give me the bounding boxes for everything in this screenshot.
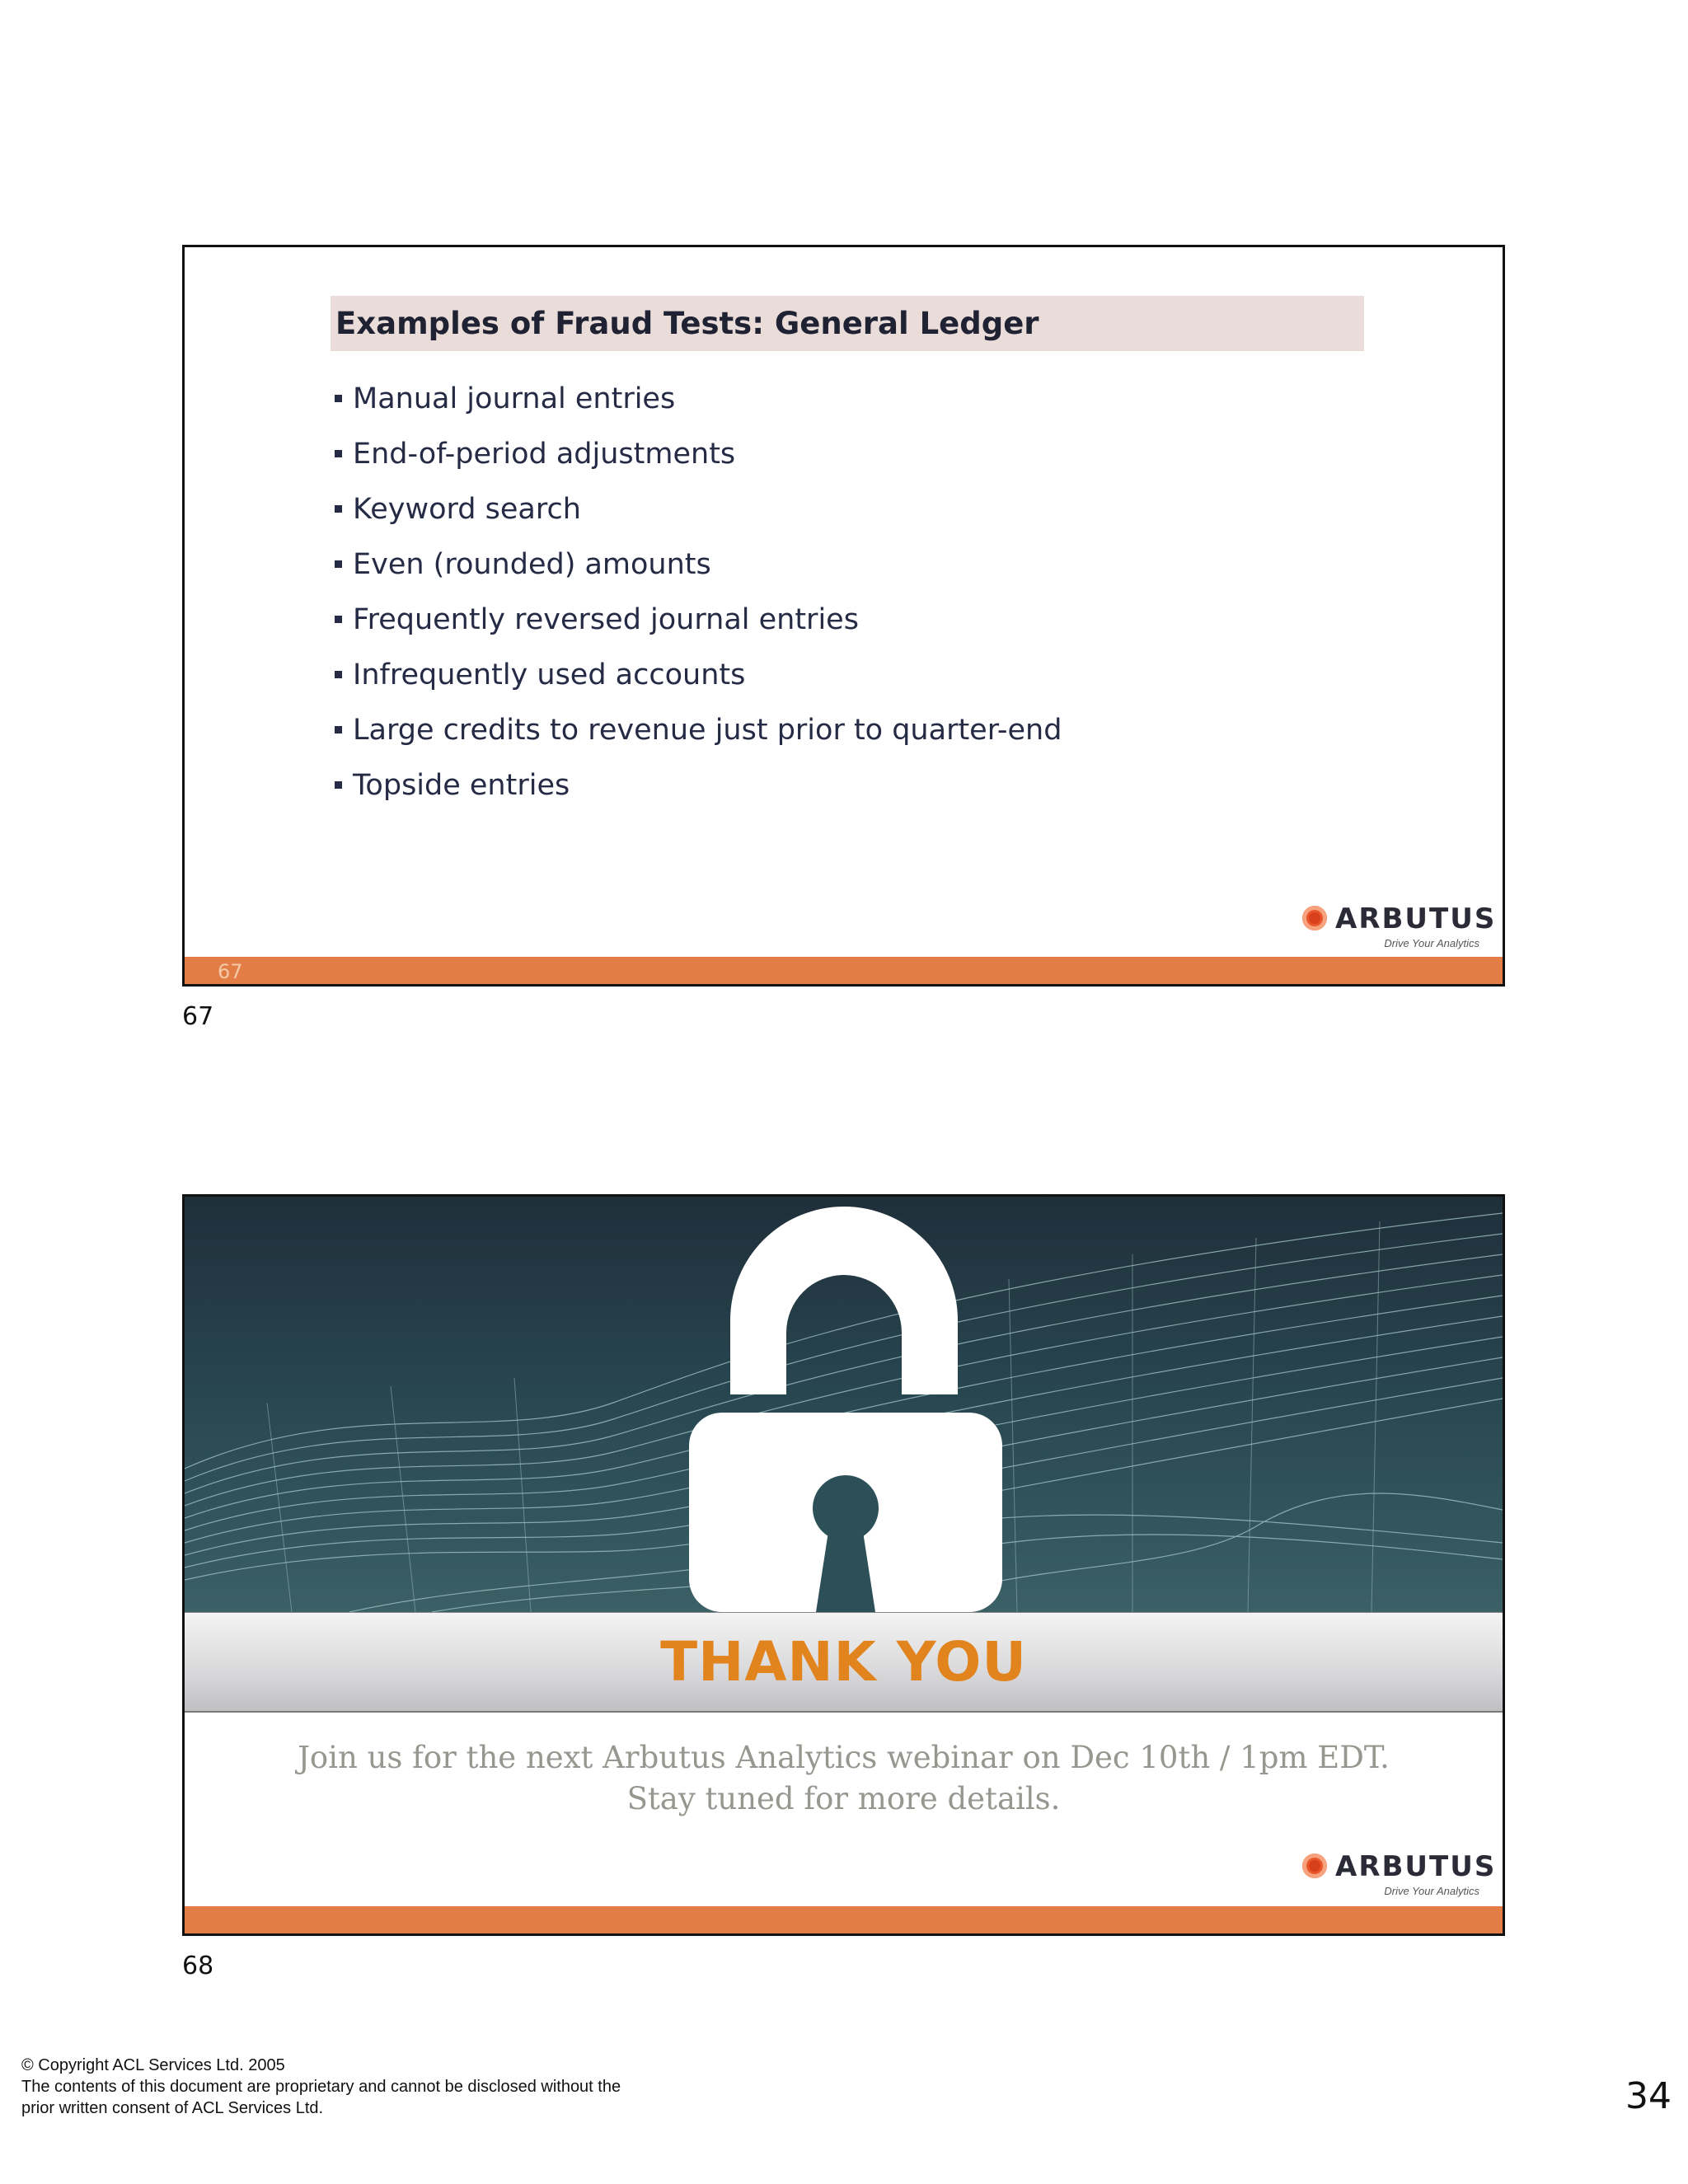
bullet-item [335, 757, 1062, 813]
webinar-line-2: Stay tuned for more details. [626, 1781, 1061, 1816]
bullet-icon [335, 671, 342, 678]
bullet-item [335, 647, 1062, 702]
bullet-text: Even (rounded) amounts [353, 547, 711, 581]
arbutus-logo [1302, 1850, 1497, 1903]
bullet-icon [335, 560, 342, 568]
bullet-icon [335, 616, 342, 623]
disclaimer-line-1: The contents of this document are proprietary and cannot be disclosed without the [21, 2078, 621, 2096]
slide-68 [182, 1194, 1505, 1936]
copyright-footer [21, 2055, 621, 2119]
footer-bar [185, 957, 1503, 984]
slide-number: 67 [218, 960, 243, 983]
thank-you-heading: THANK YOU [660, 1630, 1027, 1694]
bullet-icon [335, 395, 342, 402]
copyright-line: © Copyright ACL Services Ltd. 2005 [21, 2056, 285, 2074]
bullet-text: Large credits to revenue just prior to quarter-end [353, 713, 1062, 747]
bullet-text: Topside entries [353, 768, 570, 802]
bullet-item [335, 426, 1062, 481]
bullet-list [335, 371, 1062, 813]
bullet-item [335, 481, 1062, 537]
padlock-icon [689, 1207, 1002, 1612]
logo-name: ARBUTUS [1335, 902, 1497, 935]
bullet-item [335, 592, 1062, 647]
arbutus-logo-mark-icon [1302, 906, 1327, 930]
bullet-text: Manual journal entries [353, 382, 676, 415]
bullet-icon [335, 450, 342, 457]
webinar-text [185, 1737, 1503, 1820]
arbutus-logo-mark-icon [1302, 1854, 1327, 1878]
bullet-icon [335, 781, 342, 789]
thank-you-band [185, 1612, 1503, 1713]
bullet-icon [335, 726, 342, 733]
wireframe-waves [185, 1197, 1503, 1612]
bullet-icon [335, 505, 342, 513]
bullet-item [335, 537, 1062, 592]
slide-title: Examples of Fraud Tests: General Ledger [331, 296, 1364, 351]
bullet-item [335, 702, 1062, 757]
bullet-item [335, 371, 1062, 426]
logo-tagline: Drive Your Analytics [1384, 937, 1479, 949]
slide-68-label: 68 [182, 1952, 214, 1980]
bullet-text: Keyword search [353, 492, 581, 526]
bullet-text: End-of-period adjustments [353, 437, 736, 471]
footer-bar [185, 1906, 1503, 1933]
logo-name: ARBUTUS [1335, 1850, 1497, 1883]
logo-tagline: Drive Your Analytics [1384, 1885, 1479, 1897]
arbutus-logo [1302, 902, 1497, 955]
disclaimer-line-2: prior written consent of ACL Services Ltd. [21, 2099, 324, 2117]
bullet-text: Frequently reversed journal entries [353, 602, 859, 636]
slide-67-label: 67 [182, 1002, 214, 1031]
webinar-line-1: Join us for the next Arbutus Analytics webinar on Dec 10th / 1pm EDT. [298, 1740, 1390, 1775]
page-number: 34 [1625, 2075, 1672, 2117]
hero-image [185, 1197, 1503, 1612]
bullet-text: Infrequently used accounts [353, 658, 746, 691]
slide-67 [182, 245, 1505, 987]
